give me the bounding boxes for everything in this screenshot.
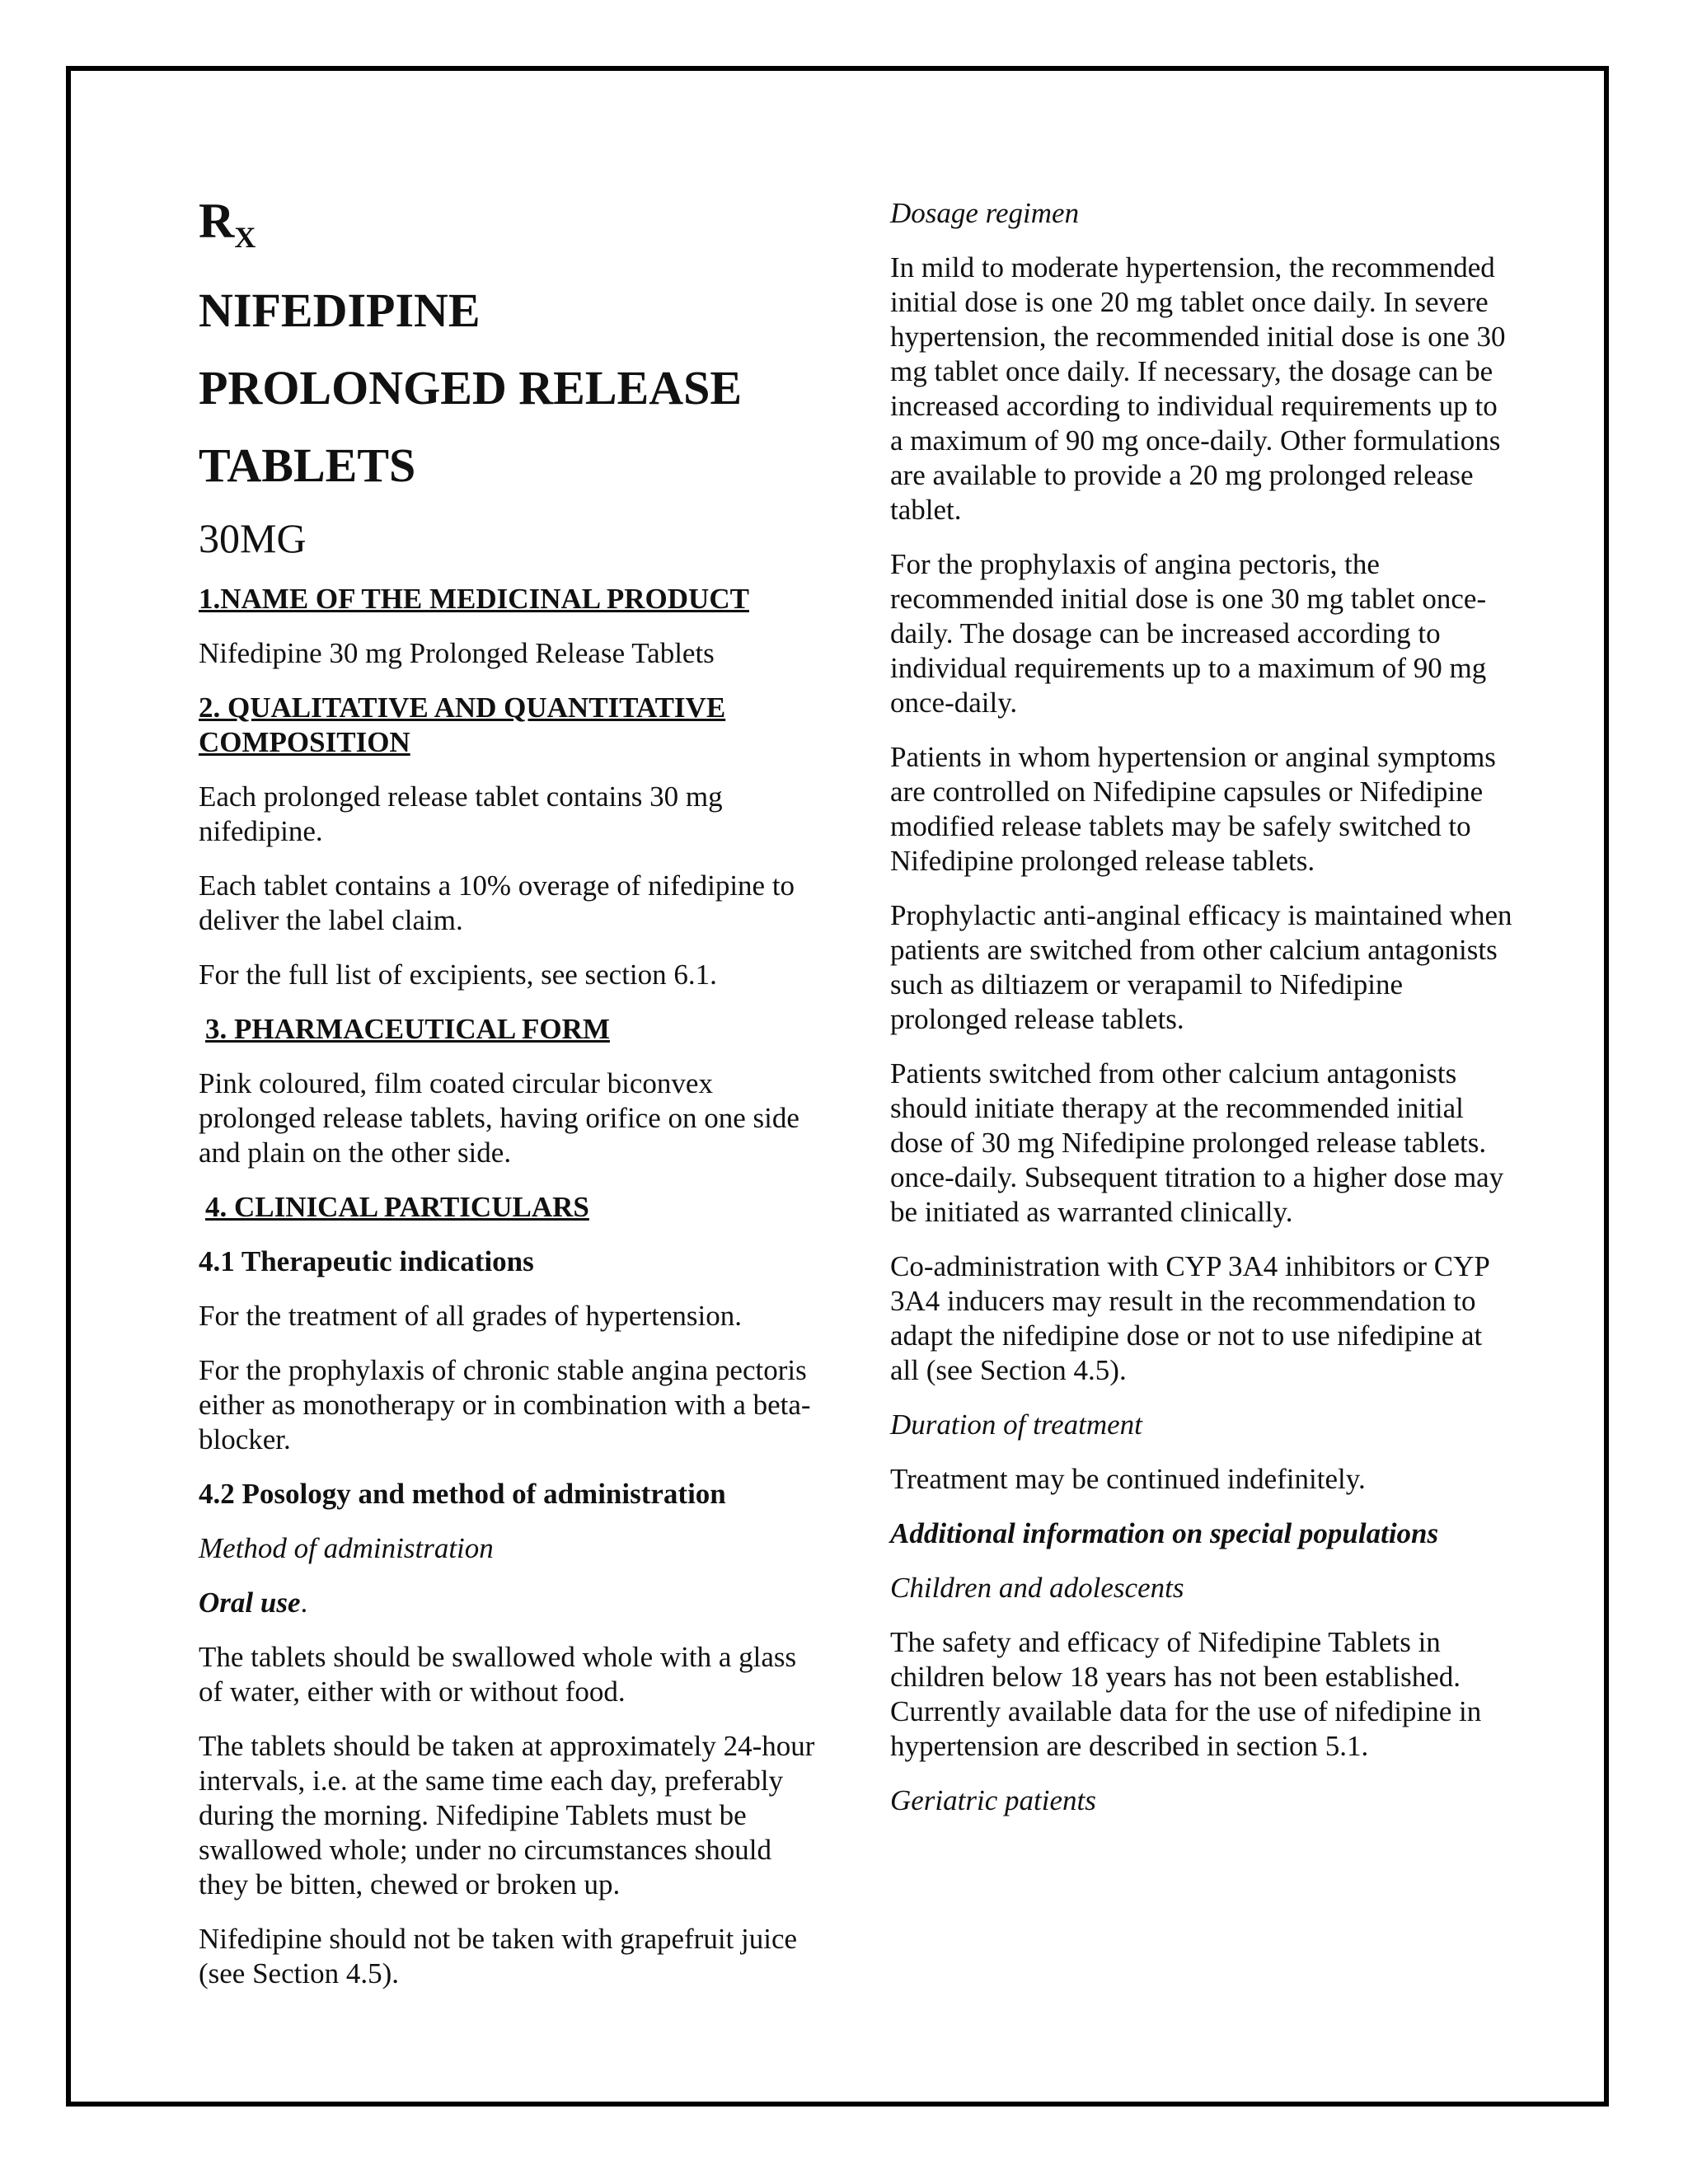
interval-paragraph: The tablets should be taken at approximately 24-hour intervals, i.e. at the same time each day, preferably during the morning. Nifedipine Tablets must be swallowed whole; under no circumstances should they be bitten, chewed or broken up. (199, 1730, 815, 1900)
geriatric-heading: Geriatric patients (890, 1784, 1096, 1816)
rx-letter: R (199, 194, 235, 248)
section-4-1-paragraph-2: For the prophylaxis of chronic stable angina pectoris either as monotherapy or in combination with a beta-blocker. (199, 1354, 811, 1455)
left-column (199, 196, 817, 2011)
section-3-text: Pink coloured, film coated circular biconvex prolonged release tablets, having orifice on one side and plain on the other side. (199, 1067, 799, 1169)
product-title-line3: TABLETS (199, 438, 416, 492)
section-4-1-paragraph-1: For the treatment of all grades of hypertension. (199, 1300, 742, 1332)
rx-symbol (199, 196, 817, 262)
children-paragraph: The safety and efficacy of Nifedipine Tablets in children below 18 years has not been established. Currently available data for the use of nifedipine in hypertension are described in section 5.1. (890, 1626, 1482, 1762)
angina-dose-paragraph: For the prophylaxis of angina pectoris, the recommended initial dose is one 30 mg tablet once-daily. The dosage can be increased according to individual requirements up to a maximum of 90 mg once-daily. (890, 548, 1487, 719)
duration-paragraph: Treatment may be continued indefinitely. (890, 1463, 1366, 1495)
section-4-heading: 4. CLINICAL PARTICULARS (205, 1191, 589, 1223)
section-1-text: Nifedipine 30 mg Prolonged Release Tablets (199, 637, 715, 669)
rx-subscript: X (234, 221, 256, 254)
switch-calcium-paragraph: Patients switched from other calcium antagonists should initiate therapy at the recommended initial dose of 30 mg Nifedipine prolonged release tablets. once-daily. Subsequent titration to a higher dose may be initiated as warranted clinically. (890, 1057, 1504, 1228)
section-2-paragraph-2: Each tablet contains a 10% overage of nifedipine to deliver the label claim. (199, 869, 795, 936)
section-4-2-heading: 4.2 Posology and method of administration (199, 1478, 726, 1510)
section-2-paragraph-3: For the full list of excipients, see section 6.1. (199, 958, 717, 991)
duration-heading: Duration of treatment (890, 1408, 1142, 1441)
swallow-paragraph: The tablets should be swallowed whole with a glass of water, either with or without food. (199, 1641, 797, 1708)
hypertension-dose-paragraph: In mild to moderate hypertension, the recommended initial dose is one 20 mg tablet once daily. In severe hypertension, the recommended initial dose is one 30 mg tablet once daily. If necessary, the dosage can be increased according to individual requirements up to a maximum of 90 mg once-daily. Other formulations are available to provide a 20 mg prolonged release tablet. (890, 251, 1506, 526)
section-1-heading: 1.NAME OF THE MEDICINAL PRODUCT (199, 583, 749, 615)
prophylactic-paragraph: Prophylactic anti-anginal efficacy is maintained when patients are switched from other calcium antagonists such as diltiazem or verapamil to Nifedipine prolonged release tablets. (890, 899, 1512, 1035)
method-of-administration-heading: Method of administration (199, 1532, 494, 1564)
oral-use-period: . (300, 1586, 308, 1619)
special-populations-heading: Additional information on special populations (890, 1517, 1439, 1549)
section-4-1-heading: 4.1 Therapeutic indications (199, 1245, 534, 1277)
switch-capsules-paragraph: Patients in whom hypertension or anginal symptoms are controlled on Nifedipine capsules or Nifedipine modified release tablets may be safely switched to Nifedipine prolonged release tablets. (890, 741, 1496, 877)
product-title-line1: NIFEDIPINE (199, 284, 481, 337)
grapefruit-paragraph: Nifedipine should not be taken with grapefruit juice (see Section 4.5). (199, 1923, 798, 1990)
oral-use-line (199, 1586, 817, 1620)
children-heading: Children and adolescents (890, 1572, 1184, 1604)
section-3-heading: 3. PHARMACEUTICAL FORM (205, 1013, 610, 1045)
section-2-paragraph-1: Each prolonged release tablet contains 30 mg nifedipine. (199, 780, 723, 847)
dosage-regimen-heading: Dosage regimen (890, 197, 1080, 229)
product-title-line2: PROLONGED RELEASE (199, 361, 743, 415)
section-2-heading: 2. QUALITATIVE AND QUANTITATIVE COMPOSITION (199, 691, 726, 758)
cyp-paragraph: Co-administration with CYP 3A4 inhibitors or CYP 3A4 inducers may result in the recommendation to adapt the nifedipine dose or not to use nifedipine at all (see Section 4.5). (890, 1250, 1489, 1386)
right-column (890, 196, 1517, 1838)
product-strength: 30MG (199, 515, 307, 561)
oral-use-label: Oral use (199, 1586, 301, 1619)
